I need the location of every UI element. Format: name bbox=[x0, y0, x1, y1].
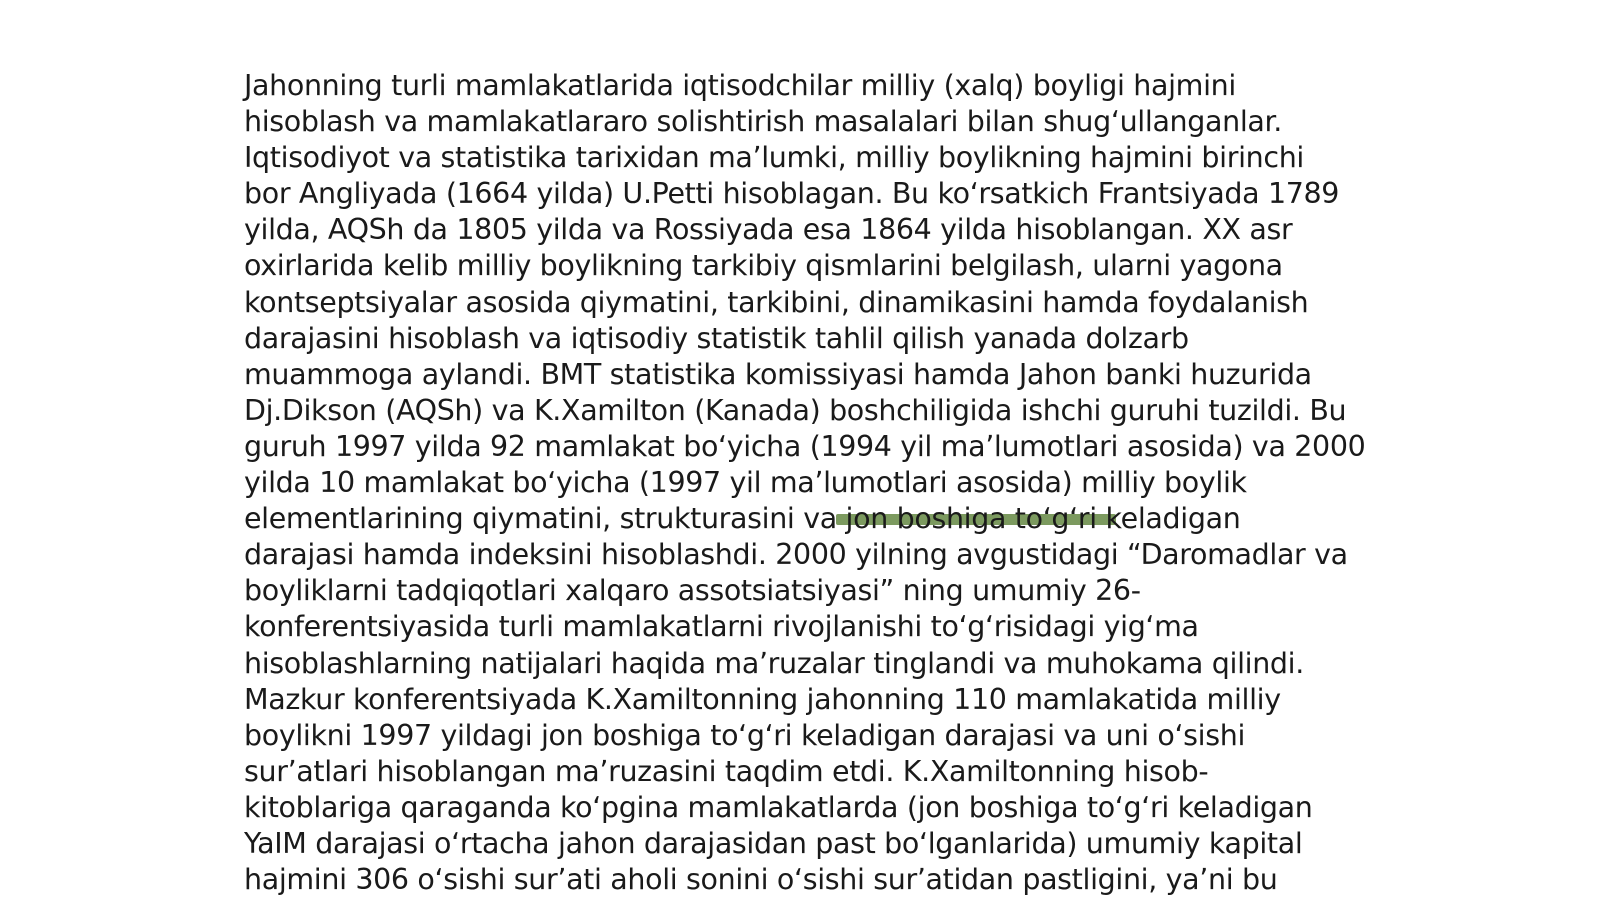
text-line: YaIM darajasi oʻrtacha jahon darajasidan past boʻlganlarida) umumiy kapital bbox=[244, 826, 1303, 860]
text-line: oxirlarida kelib milliy boylikning tarkibiy qismlarini belgilash, ularni yagona bbox=[244, 249, 1283, 283]
document-text bbox=[244, 68, 1364, 898]
text-line: yilda 10 mamlakat boʻyicha (1997 yil maʼlumotlari asosida) milliy boylik bbox=[244, 466, 1247, 500]
text-line: Mazkur konferentsiyada K.Xamiltonning jahonning 110 mamlakatida milliy bbox=[244, 682, 1281, 716]
text-line: darajasini hisoblash va iqtisodiy statistik tahlil qilish yanada dolzarb bbox=[244, 321, 1189, 355]
text-line: kitoblariga qaraganda koʻpgina mamlakatlarda (jon boshiga toʻgʻri keladigan bbox=[244, 790, 1313, 824]
text-line: guruh 1997 yilda 92 mamlakat boʻyicha (1994 yil maʼlumotlari asosida) va 2000 bbox=[244, 429, 1366, 463]
text-line: surʼatlari hisoblangan maʼruzasini taqdim etdi. K.Xamiltonning hisob- bbox=[244, 754, 1209, 788]
text-line: Jahonning turli mamlakatlarida iqtisodchilar milliy (xalq) boyligi hajmini bbox=[244, 69, 1236, 102]
text-line: konferentsiyasida turli mamlakatlarni rivojlanishi toʻgʻrisidagi yigʻma bbox=[244, 610, 1199, 644]
text-line: Iqtisodiyot va statistika tarixidan maʼlumki, milliy boylikning hajmini birinchi bbox=[244, 141, 1304, 175]
text-line: boylikni 1997 yildagi jon boshiga toʻgʻri keladigan darajasi va uni oʻsishi bbox=[244, 718, 1246, 752]
text-line: kontseptsiyalar asosida qiymatini, tarkibini, dinamikasini hamda foydalanish bbox=[244, 285, 1309, 319]
text-line: darajasi hamda indeksini hisoblashdi. 2000 yilning avgustidagi “Daromadlar va bbox=[244, 538, 1348, 572]
text-line: hisoblashlarning natijalari haqida maʼruzalar tinglandi va muhokama qilindi. bbox=[244, 646, 1304, 680]
text-line: muammoga aylandi. BMT statistika komissiyasi hamda Jahon banki huzurida bbox=[244, 357, 1312, 391]
text-line: elementlarining qiymatini, strukturasini va jon boshiga toʻgʻri keladigan bbox=[244, 502, 1241, 536]
text-line: hajmini 306 oʻsishi surʼati aholi sonini oʻsishi surʼatidan pastligini, yaʼni bu bbox=[244, 863, 1278, 897]
text-line: hisoblash va mamlakatlararo solishtirish masalalari bilan shugʻullanganlar. bbox=[244, 105, 1282, 139]
text-line: boyliklarni tadqiqotlari xalqaro assotsiatsiyasi” ning umumiy 26- bbox=[244, 574, 1141, 608]
text-line: Dj.Dikson (AQSh) va K.Xamilton (Kanada) boshchiligida ishchi guruhi tuzildi. Bu bbox=[244, 393, 1347, 427]
text-line: yilda, AQSh da 1805 yilda va Rossiyada esa 1864 yilda hisoblangan. XX asr bbox=[244, 213, 1293, 247]
text-line: bor Angliyada (1664 yilda) U.Petti hisoblagan. Bu koʻrsatkich Frantsiyada 1789 bbox=[244, 177, 1340, 211]
